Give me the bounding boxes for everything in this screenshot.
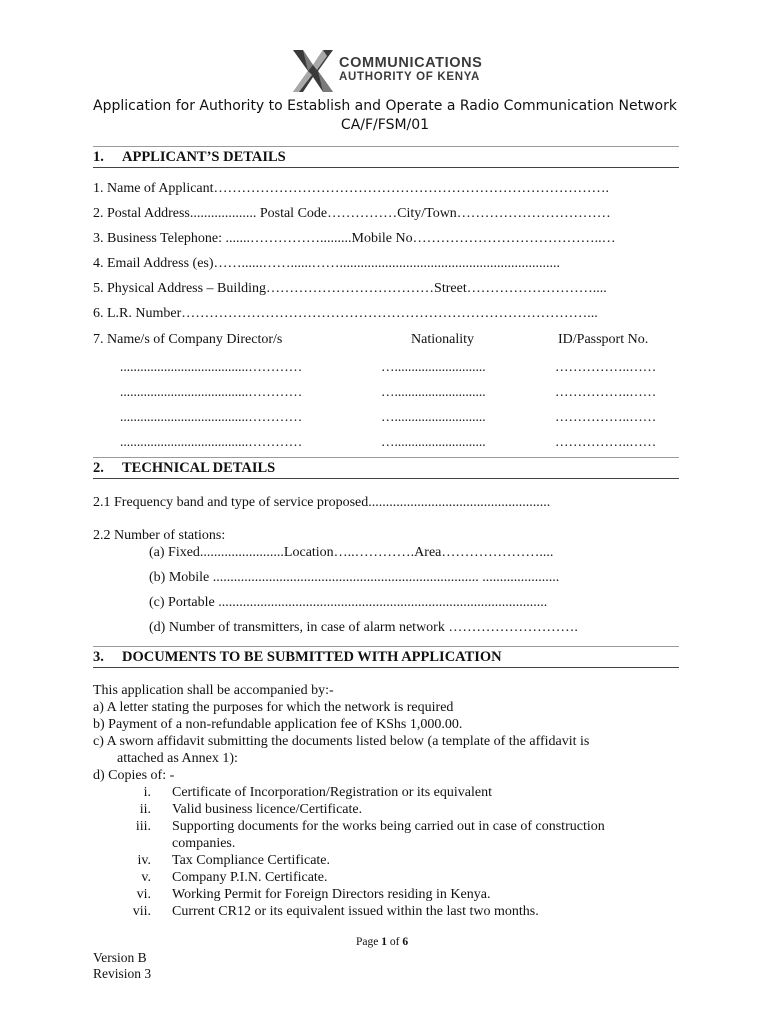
subitem-number: iii. — [135, 819, 151, 834]
field-name-of-applicant[interactable]: 1. Name of Applicant…………………………………………………………………………. — [93, 181, 610, 196]
field-stations-portable[interactable]: (c) Portable .............................................................................................. — [149, 595, 548, 610]
subitem-number: vi. — [136, 887, 151, 902]
section-header-applicant — [93, 146, 679, 168]
page-current: 1 — [381, 936, 387, 948]
ca-logo-mark-icon — [291, 46, 335, 96]
subitem-text: Certificate of Incorporation/Registration or its equivalent — [172, 785, 492, 800]
director-name-field[interactable]: ......................................………… — [120, 409, 303, 424]
nationality-header: Nationality — [411, 332, 474, 347]
subitem-text: Valid business licence/Certificate. — [172, 802, 363, 817]
form-title: Application for Authority to Establish and Operate a Radio Communication Network — [93, 98, 677, 114]
logo-text-line1: COMMUNICATIONS — [339, 55, 483, 71]
page-total: 6 — [402, 936, 409, 948]
document-item-c-cont: attached as Annex 1): — [117, 751, 238, 766]
page-of: of — [389, 936, 400, 948]
document-item-c: c) A sworn affidavit submitting the documents listed below (a template of the affidavit is — [93, 734, 590, 749]
subitem-number: v. — [141, 870, 151, 885]
version-label: Version B — [93, 950, 147, 965]
revision-label: Revision 3 — [93, 966, 152, 981]
directors-label: 7. Name/s of Company Director/s — [93, 332, 283, 347]
subitem-number: ii. — [139, 802, 151, 817]
section-number: 1. — [93, 149, 104, 165]
director-id-field[interactable]: ……………..…… — [555, 359, 657, 374]
field-physical-address[interactable]: 5. Physical Address – Building………………………………Street……………………….... — [93, 281, 607, 296]
director-name-field[interactable]: ......................................………… — [120, 359, 303, 374]
field-stations-fixed[interactable]: (a) Fixed........................Location…..………….Area………………….... — [149, 545, 554, 560]
document-item-b: b) Payment of a non-refundable application fee of KShs 1,000.00. — [93, 717, 463, 732]
field-email-address[interactable]: 4. Email Address (es)……......……......……............................................................... — [93, 256, 561, 271]
section-title: DOCUMENTS TO BE SUBMITTED WITH APPLICATION — [122, 649, 502, 665]
page-number — [356, 936, 408, 948]
field-frequency-band[interactable]: 2.1 Frequency band and type of service proposed.................................................... — [93, 495, 551, 510]
field-number-of-transmitters[interactable]: (d) Number of transmitters, in case of alarm network ………………………. — [149, 620, 578, 635]
logo-text-line2: AUTHORITY OF KENYA — [339, 71, 481, 83]
section-number: 2. — [93, 460, 104, 476]
section-title: APPLICANT’S DETAILS — [122, 149, 286, 165]
page-prefix: Page — [356, 936, 379, 948]
section-header-technical — [93, 457, 679, 479]
subitem-text: Working Permit for Foreign Directors residing in Kenya. — [172, 887, 491, 902]
ca-logo — [291, 46, 491, 98]
form-code: CA/F/FSM/01 — [340, 117, 430, 133]
subitem-text: Current CR12 or its equivalent issued within the last two months. — [172, 904, 539, 919]
stations-label: 2.2 Number of stations: — [93, 528, 226, 543]
section-number: 3. — [93, 649, 104, 665]
director-nationality-field[interactable]: …........................... — [381, 384, 486, 399]
document-item-a: a) A letter stating the purposes for which the network is required — [93, 700, 454, 715]
director-name-field[interactable]: ......................................………… — [120, 384, 303, 399]
field-postal-address[interactable]: 2. Postal Address................... Postal Code……………City/Town…………………………… — [93, 206, 611, 221]
subitem-text: Tax Compliance Certificate. — [172, 853, 331, 868]
director-name-field[interactable]: ......................................………… — [120, 434, 303, 449]
field-stations-mobile[interactable]: (b) Mobile ............................................................................ ...................... — [149, 570, 560, 585]
director-id-field[interactable]: ……………..…… — [555, 434, 657, 449]
subitem-number: iv. — [137, 853, 151, 868]
subitem-text: Supporting documents for the works being carried out in case of construction — [172, 819, 605, 834]
director-id-field[interactable]: ……………..…… — [555, 409, 657, 424]
field-lr-number[interactable]: 6. L.R. Number……………………………………………………………………………... — [93, 306, 598, 321]
director-id-field[interactable]: ……………..…… — [555, 384, 657, 399]
subitem-text: Company P.I.N. Certificate. — [172, 870, 328, 885]
subitem-text: companies. — [172, 836, 236, 851]
subitem-number: vii. — [132, 904, 151, 919]
subitem-number: i. — [143, 785, 151, 800]
section-title: TECHNICAL DETAILS — [122, 460, 276, 476]
document-item-d: d) Copies of: - — [93, 768, 175, 783]
id-passport-header: ID/Passport No. — [558, 332, 649, 347]
director-nationality-field[interactable]: …........................... — [381, 434, 486, 449]
director-nationality-field[interactable]: …........................... — [381, 409, 486, 424]
documents-intro: This application shall be accompanied by:- — [93, 683, 334, 698]
director-nationality-field[interactable]: …........................... — [381, 359, 486, 374]
field-business-telephone[interactable]: 3. Business Telephone: .......…………….........Mobile No…………………………………..… — [93, 231, 616, 246]
section-header-documents — [93, 646, 679, 668]
